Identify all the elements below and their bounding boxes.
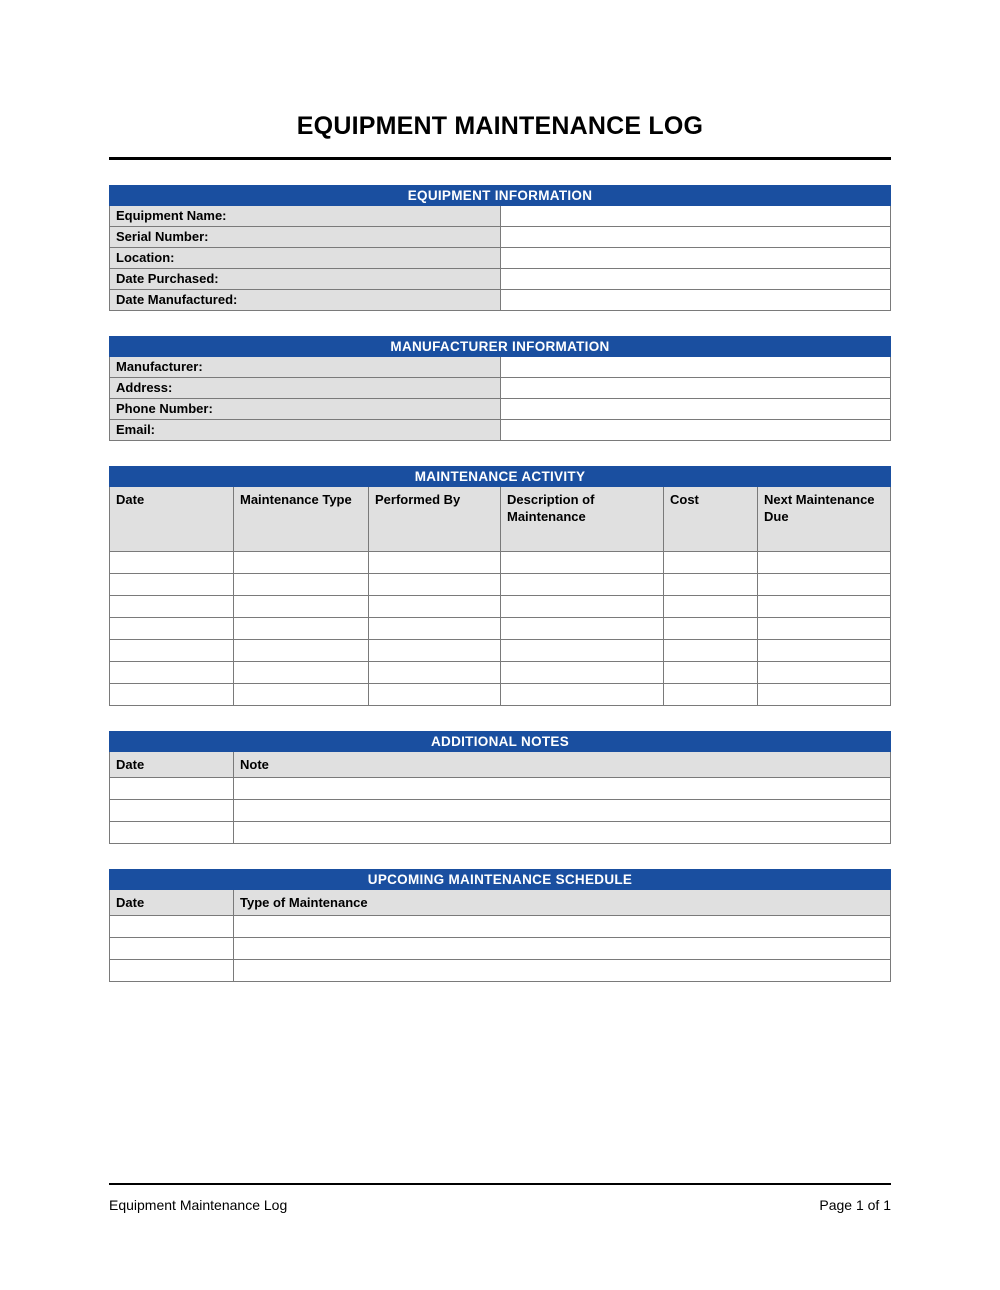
address-field[interactable] xyxy=(500,377,891,398)
column-header-maintenance-type: Maintenance Type xyxy=(234,486,369,551)
upcoming-maintenance-schedule-banner: UPCOMING MAINTENANCE SCHEDULE xyxy=(110,869,891,889)
table-row xyxy=(110,661,891,683)
date-purchased-field[interactable] xyxy=(500,268,891,289)
cell-cost[interactable] xyxy=(664,595,758,617)
cell-next-due[interactable] xyxy=(758,683,891,705)
spacer xyxy=(109,160,891,185)
cell-performed-by[interactable] xyxy=(369,661,501,683)
date-manufactured-label: Date Manufactured: xyxy=(110,289,501,310)
cell-next-due[interactable] xyxy=(758,573,891,595)
table-row xyxy=(110,268,891,289)
table-row xyxy=(110,226,891,247)
cell-performed-by[interactable] xyxy=(369,551,501,573)
upcoming-maintenance-schedule-table xyxy=(109,869,891,982)
cell-performed-by[interactable] xyxy=(369,595,501,617)
phone-number-label: Phone Number: xyxy=(110,398,501,419)
equipment-information-banner: EQUIPMENT INFORMATION xyxy=(110,185,891,205)
manufacturer-information-table xyxy=(109,336,891,441)
cell-description[interactable] xyxy=(501,683,664,705)
location-field[interactable] xyxy=(500,247,891,268)
manufacturer-label: Manufacturer: xyxy=(110,356,501,377)
cell-maintenance-type[interactable] xyxy=(234,661,369,683)
table-row xyxy=(110,595,891,617)
footer-document-name: Equipment Maintenance Log xyxy=(109,1197,288,1213)
email-field[interactable] xyxy=(500,419,891,440)
column-header-date: Date xyxy=(110,751,234,777)
cell-date[interactable] xyxy=(110,799,234,821)
cell-cost[interactable] xyxy=(664,683,758,705)
column-header-date: Date xyxy=(110,889,234,915)
cell-date[interactable] xyxy=(110,915,234,937)
cell-date[interactable] xyxy=(110,959,234,981)
cell-description[interactable] xyxy=(501,639,664,661)
cell-performed-by[interactable] xyxy=(369,617,501,639)
table-row xyxy=(110,356,891,377)
spacer xyxy=(109,844,891,869)
footer-page-number: Page 1 of 1 xyxy=(819,1197,891,1213)
manufacturer-field[interactable] xyxy=(500,356,891,377)
spacer xyxy=(109,441,891,466)
table-row xyxy=(110,821,891,843)
cell-next-due[interactable] xyxy=(758,661,891,683)
table-header-row xyxy=(110,889,891,915)
cell-date[interactable] xyxy=(110,639,234,661)
cell-description[interactable] xyxy=(501,661,664,683)
cell-description[interactable] xyxy=(501,551,664,573)
table-row xyxy=(110,289,891,310)
serial-number-label: Serial Number: xyxy=(110,226,501,247)
table-row xyxy=(110,915,891,937)
maintenance-activity-banner: MAINTENANCE ACTIVITY xyxy=(110,466,891,486)
cell-cost[interactable] xyxy=(664,617,758,639)
column-header-performed-by: Performed By xyxy=(369,486,501,551)
maintenance-activity-table xyxy=(109,466,891,706)
table-row xyxy=(110,777,891,799)
table-row xyxy=(110,639,891,661)
table-row xyxy=(110,205,891,226)
column-header-date: Date xyxy=(110,486,234,551)
cell-next-due[interactable] xyxy=(758,617,891,639)
serial-number-field[interactable] xyxy=(500,226,891,247)
cell-next-due[interactable] xyxy=(758,551,891,573)
table-row xyxy=(110,937,891,959)
cell-maintenance-type[interactable] xyxy=(234,683,369,705)
equipment-information-table xyxy=(109,185,891,311)
cell-cost[interactable] xyxy=(664,639,758,661)
cell-cost[interactable] xyxy=(664,551,758,573)
column-header-cost: Cost xyxy=(664,486,758,551)
cell-note[interactable] xyxy=(234,821,891,843)
cell-performed-by[interactable] xyxy=(369,683,501,705)
cell-next-due[interactable] xyxy=(758,639,891,661)
cell-description[interactable] xyxy=(501,573,664,595)
table-row xyxy=(110,683,891,705)
table-header-row xyxy=(110,486,891,551)
cell-date[interactable] xyxy=(110,551,234,573)
table-row xyxy=(110,573,891,595)
cell-date[interactable] xyxy=(110,821,234,843)
cell-type[interactable] xyxy=(234,937,891,959)
cell-date[interactable] xyxy=(110,937,234,959)
cell-date[interactable] xyxy=(110,573,234,595)
cell-maintenance-type[interactable] xyxy=(234,573,369,595)
cell-cost[interactable] xyxy=(664,573,758,595)
equipment-name-field[interactable] xyxy=(500,205,891,226)
additional-notes-banner: ADDITIONAL NOTES xyxy=(110,731,891,751)
cell-maintenance-type[interactable] xyxy=(234,595,369,617)
cell-date[interactable] xyxy=(110,617,234,639)
date-purchased-label: Date Purchased: xyxy=(110,268,501,289)
cell-maintenance-type[interactable] xyxy=(234,551,369,573)
email-label: Email: xyxy=(110,419,501,440)
cell-description[interactable] xyxy=(501,617,664,639)
table-row xyxy=(110,247,891,268)
table-row xyxy=(110,799,891,821)
cell-next-due[interactable] xyxy=(758,595,891,617)
document-page xyxy=(109,0,891,1290)
date-manufactured-field[interactable] xyxy=(500,289,891,310)
page-footer xyxy=(109,1183,891,1213)
equipment-name-label: Equipment Name: xyxy=(110,205,501,226)
cell-cost[interactable] xyxy=(664,661,758,683)
table-row xyxy=(110,398,891,419)
page-title: EQUIPMENT MAINTENANCE LOG xyxy=(296,112,704,140)
table-row xyxy=(110,419,891,440)
cell-type[interactable] xyxy=(234,915,891,937)
additional-notes-table xyxy=(109,731,891,844)
cell-date[interactable] xyxy=(110,777,234,799)
location-label: Location: xyxy=(110,247,501,268)
cell-date[interactable] xyxy=(110,661,234,683)
column-header-next-maintenance-due: Next Maintenance Due xyxy=(758,486,891,551)
table-row xyxy=(110,959,891,981)
table-header-row xyxy=(110,751,891,777)
address-label: Address: xyxy=(110,377,501,398)
cell-date[interactable] xyxy=(110,595,234,617)
column-header-description-of-maintenance: Description of Maintenance xyxy=(501,486,664,551)
table-row xyxy=(110,551,891,573)
cell-date[interactable] xyxy=(110,683,234,705)
phone-number-field[interactable] xyxy=(500,398,891,419)
cell-description[interactable] xyxy=(501,595,664,617)
column-header-type-of-maintenance: Type of Maintenance xyxy=(234,889,891,915)
spacer xyxy=(109,311,891,336)
manufacturer-information-banner: MANUFACTURER INFORMATION xyxy=(110,336,891,356)
cell-maintenance-type[interactable] xyxy=(234,639,369,661)
table-row xyxy=(110,617,891,639)
cell-note[interactable] xyxy=(234,777,891,799)
spacer xyxy=(109,706,891,731)
cell-performed-by[interactable] xyxy=(369,639,501,661)
cell-performed-by[interactable] xyxy=(369,573,501,595)
table-row xyxy=(110,377,891,398)
cell-type[interactable] xyxy=(234,959,891,981)
cell-maintenance-type[interactable] xyxy=(234,617,369,639)
column-header-note: Note xyxy=(234,751,891,777)
cell-note[interactable] xyxy=(234,799,891,821)
